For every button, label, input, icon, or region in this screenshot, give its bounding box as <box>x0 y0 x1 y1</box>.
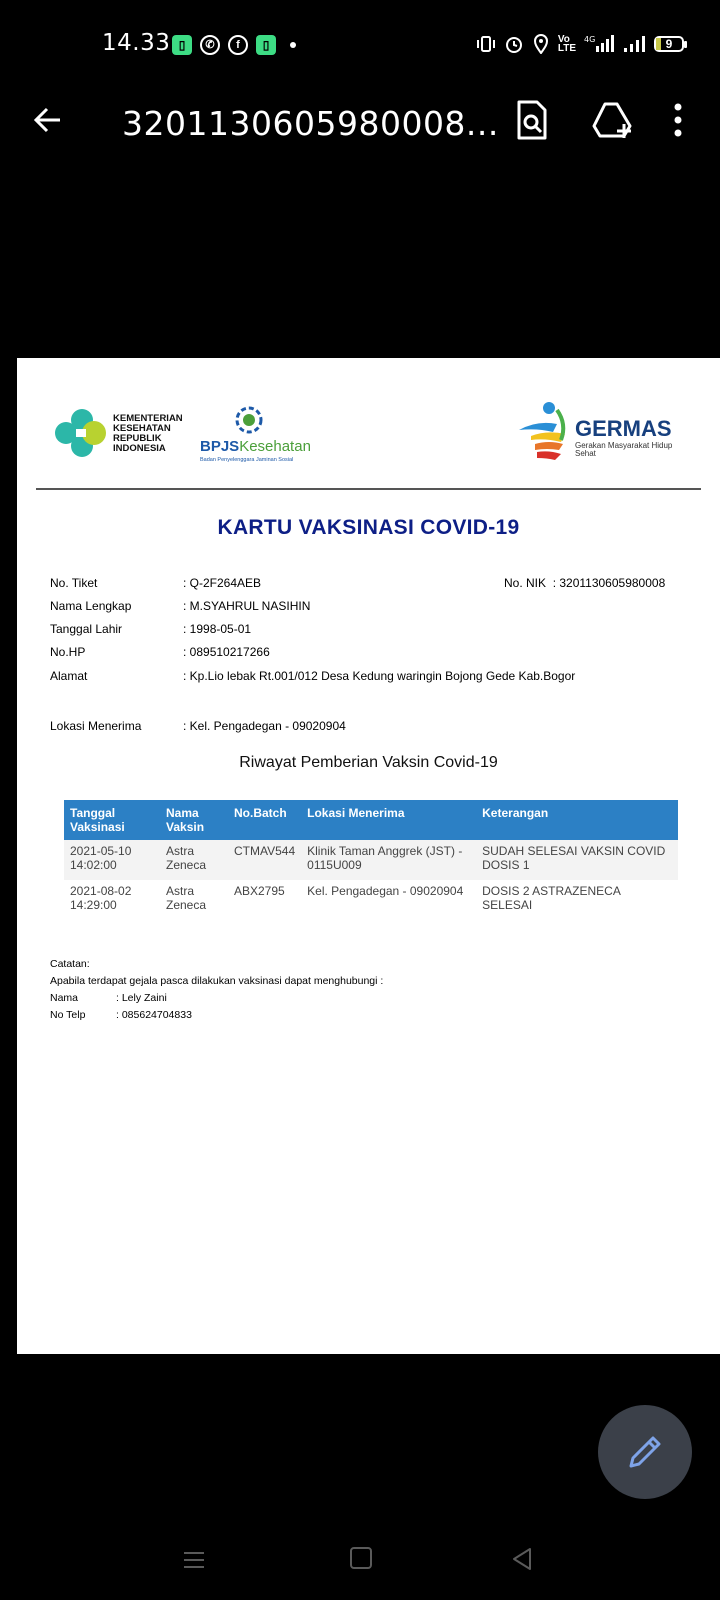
notes-contact-phone <box>50 1007 383 1024</box>
kemenkes-text: KEMENTERIAN KESEHATAN REPUBLIK INDONESIA <box>113 413 183 454</box>
history-title: Riwayat Pemberian Vaksin Covid-19 <box>239 754 498 771</box>
bpjs-text <box>200 438 311 455</box>
field-label-name: Nama Lengkap <box>50 599 132 613</box>
germas-subtitle: Gerakan Masyarakat Hidup Sehat <box>575 441 673 458</box>
field-value-phone: : 089510217266 <box>183 645 270 659</box>
notes-contact-name <box>50 990 383 1007</box>
field-value-name: : M.SYAHRUL NASIHIN <box>183 599 311 613</box>
back-arrow-icon[interactable] <box>28 100 68 140</box>
table-header-row <box>64 800 678 840</box>
document-title: 3201130605980008... <box>122 104 499 143</box>
field-label-address: Alamat <box>50 669 88 683</box>
field-label-location: Lokasi Menerima <box>50 719 142 733</box>
table-cell: 2021-05-10 14:02:00 <box>64 840 160 880</box>
system-icons <box>476 34 684 54</box>
svg-text:4G: 4G <box>584 35 596 44</box>
header-divider <box>36 488 701 490</box>
field-value-location: : Kel. Pengadegan - 09020904 <box>183 719 346 733</box>
notes-section <box>50 956 383 1024</box>
bpjs-subtitle: Badan Penyelenggara Jaminan Sosial <box>200 457 294 463</box>
battery-icon <box>654 36 684 52</box>
vaccination-history-table <box>64 800 678 920</box>
signal-icon <box>622 34 646 54</box>
add-to-drive-icon[interactable] <box>590 98 634 142</box>
table-cell: CTMAV544 <box>228 840 301 880</box>
table-cell: SUDAH SELESAI VAKSIN COVID DOSIS 1 <box>476 840 678 880</box>
contact-name-label: Nama <box>50 992 79 1004</box>
bpjs-logo <box>200 405 311 467</box>
card-title: KARTU VAKSINASI COVID-19 <box>217 516 520 539</box>
system-nav-bar <box>0 1530 720 1600</box>
nav-home-icon[interactable] <box>350 1547 372 1569</box>
nik-value: : 3201130605980008 <box>552 576 666 590</box>
field-value-address: : Kp.Lio lebak Rt.001/012 Desa Kedung waringin Bojong Gede Kab.Bogor <box>183 669 576 683</box>
nik-field <box>504 576 665 590</box>
document-page[interactable] <box>17 358 720 1354</box>
field-label-birthdate: Tanggal Lahir <box>50 622 123 636</box>
table-cell: DOSIS 2 ASTRAZENECA SELESAI <box>482 884 621 912</box>
table-cell: Klinik Taman Anggrek (JST) - 0115U009 <box>301 840 476 880</box>
bpjs-main-text: BPJS <box>200 438 240 455</box>
status-time: 14.33 <box>102 30 171 56</box>
edit-fab-button[interactable] <box>598 1405 692 1499</box>
app-bar <box>0 90 720 150</box>
signal-4g-icon <box>584 34 614 54</box>
volte-icon: Vo LTE <box>557 34 576 54</box>
more-vert-icon[interactable] <box>668 100 688 140</box>
notes-text: Apabila terdapat gejala pasca dilakukan vaksinasi dapat menghubungi : <box>50 975 384 987</box>
location-icon <box>532 34 550 54</box>
table-header-cell: Tanggal Vaksinasi <box>64 800 160 840</box>
bpjs-mark-icon <box>233 405 265 435</box>
facebook-icon: f <box>228 35 248 55</box>
nav-back-icon[interactable] <box>510 1546 534 1572</box>
contact-phone-label: No Telp <box>50 1009 86 1021</box>
notes-heading: Catatan: <box>50 958 90 970</box>
vibrate-icon <box>476 34 496 54</box>
battery-level: 9 <box>665 37 673 51</box>
notification-icons <box>172 35 296 55</box>
germas-mark-icon <box>517 400 577 470</box>
whatsapp-icon: ✆ <box>200 35 220 55</box>
germas-text: GERMAS <box>575 416 672 441</box>
table-row <box>64 840 678 880</box>
field-value-ticket: : Q-2F264AEB <box>183 576 262 590</box>
table-header-cell: Keterangan <box>476 800 678 840</box>
search-document-icon[interactable] <box>510 98 554 142</box>
nik-label: No. NIK <box>504 576 547 590</box>
table-cell: ABX2795 <box>234 884 285 898</box>
bpjs-accent-text: Kesehatan <box>239 438 311 455</box>
status-bar <box>0 0 720 90</box>
field-value-birthdate: : 1998-05-01 <box>183 622 252 636</box>
table-cell: 2021-08-02 14:29:00 <box>70 884 132 912</box>
edit-pencil-icon <box>625 1432 665 1472</box>
field-label-ticket: No. Tiket <box>50 576 98 590</box>
app-notification-icon: ▯ <box>256 35 276 55</box>
germas-logo <box>517 400 677 470</box>
kemenkes-logo <box>52 408 108 458</box>
table-header-cell: Nama Vaksin <box>160 800 228 840</box>
contact-phone-value: : 085624704833 <box>116 1009 192 1021</box>
contact-name-value: : Lely Zaini <box>116 992 167 1004</box>
header-logos <box>17 358 720 488</box>
table-row <box>64 880 678 920</box>
more-notifications-dot <box>290 42 296 48</box>
table-cell: Kel. Pengadegan - 09020904 <box>307 884 464 898</box>
table-cell: Astra Zeneca <box>160 840 228 880</box>
nav-menu-icon[interactable] <box>182 1548 206 1572</box>
app-notification-icon: ▯ <box>172 35 192 55</box>
table-header-cell: No.Batch <box>228 800 301 840</box>
table-header-cell: Lokasi Menerima <box>301 800 476 840</box>
alarm-icon <box>504 34 524 54</box>
field-label-phone: No.HP <box>50 645 86 659</box>
table-cell: Astra Zeneca <box>166 884 207 912</box>
